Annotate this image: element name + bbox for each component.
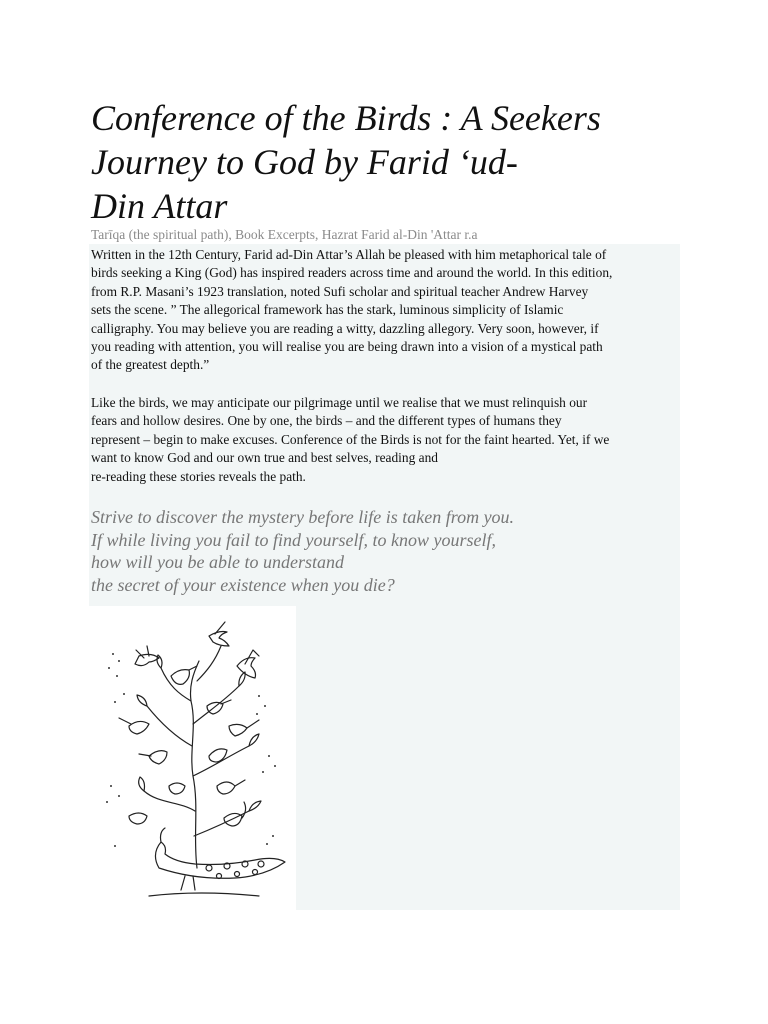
birds-tree-drawing	[89, 606, 296, 910]
intro-paragraph	[91, 246, 680, 375]
category-link-book-excerpts[interactable]: Book Excerpts	[235, 227, 316, 242]
paragraph-line: fears and hollow desires. One by one, the birds – and the different types of humans they	[91, 413, 562, 429]
category-separator: ,	[315, 227, 322, 242]
paragraph-line: Like the birds, we may anticipate our pilgrimage until we realise that we must relinquish our	[91, 395, 588, 410]
quote-line: how will you be able to understand	[91, 552, 344, 572]
paragraph-line: re-reading these stories reveals the path.	[91, 468, 306, 484]
pilgrimage-paragraph	[91, 394, 680, 486]
poem-quote	[91, 506, 680, 596]
article-body	[89, 244, 680, 910]
quote-line: the secret of your existence when you die?	[91, 574, 395, 595]
paragraph-line: sets the scene. ” The allegorical framework has the stark, luminous simplicity of Islamic	[91, 302, 564, 318]
quote-line: If while living you fail to find yourself, to know yourself,	[91, 529, 496, 550]
article-title	[91, 96, 651, 228]
paragraph-line: Written in the 12th Century, Farid ad-Din Attar’s Allah be pleased with him metaphorical tale of	[91, 247, 607, 262]
title-line: Conference of the Birds : A Seekers	[91, 98, 601, 138]
title-line: Din Attar	[91, 186, 228, 226]
paragraph-line: calligraphy. You may believe you are reading a witty, dazzling allegory. Very soon, however, if	[91, 320, 599, 336]
paragraph-line: of the greatest depth.”	[91, 357, 210, 373]
category-link-tariqa[interactable]: Tarīqa (the spiritual path)	[91, 227, 229, 242]
title-line: Journey to God by Farid ‘ud-	[91, 142, 518, 182]
category-separator: ,	[228, 227, 236, 242]
paragraph-line: you reading with attention, you will realise you are being drawn into a vision of a mystical path	[91, 339, 603, 355]
category-links	[91, 227, 681, 243]
paragraph-line: from R.P. Masani’s 1923 translation, noted Sufi scholar and spiritual teacher Andrew Harvey	[91, 283, 589, 299]
quote-line: Strive to discover the mystery before life is taken from you.	[91, 507, 515, 527]
birds-tree-illustration	[89, 606, 296, 910]
paragraph-line: represent – begin to make excuses. Conference of the Birds is not for the faint hearted. Yet, if we	[91, 431, 610, 447]
category-link-attar[interactable]: Hazrat Farid al-Din 'Attar r.a	[321, 227, 478, 242]
paragraph-line: want to know God and our own true and best selves, reading and	[91, 450, 438, 466]
paragraph-line: birds seeking a King (God) has inspired readers across time and around the world. In this edition,	[91, 265, 613, 281]
